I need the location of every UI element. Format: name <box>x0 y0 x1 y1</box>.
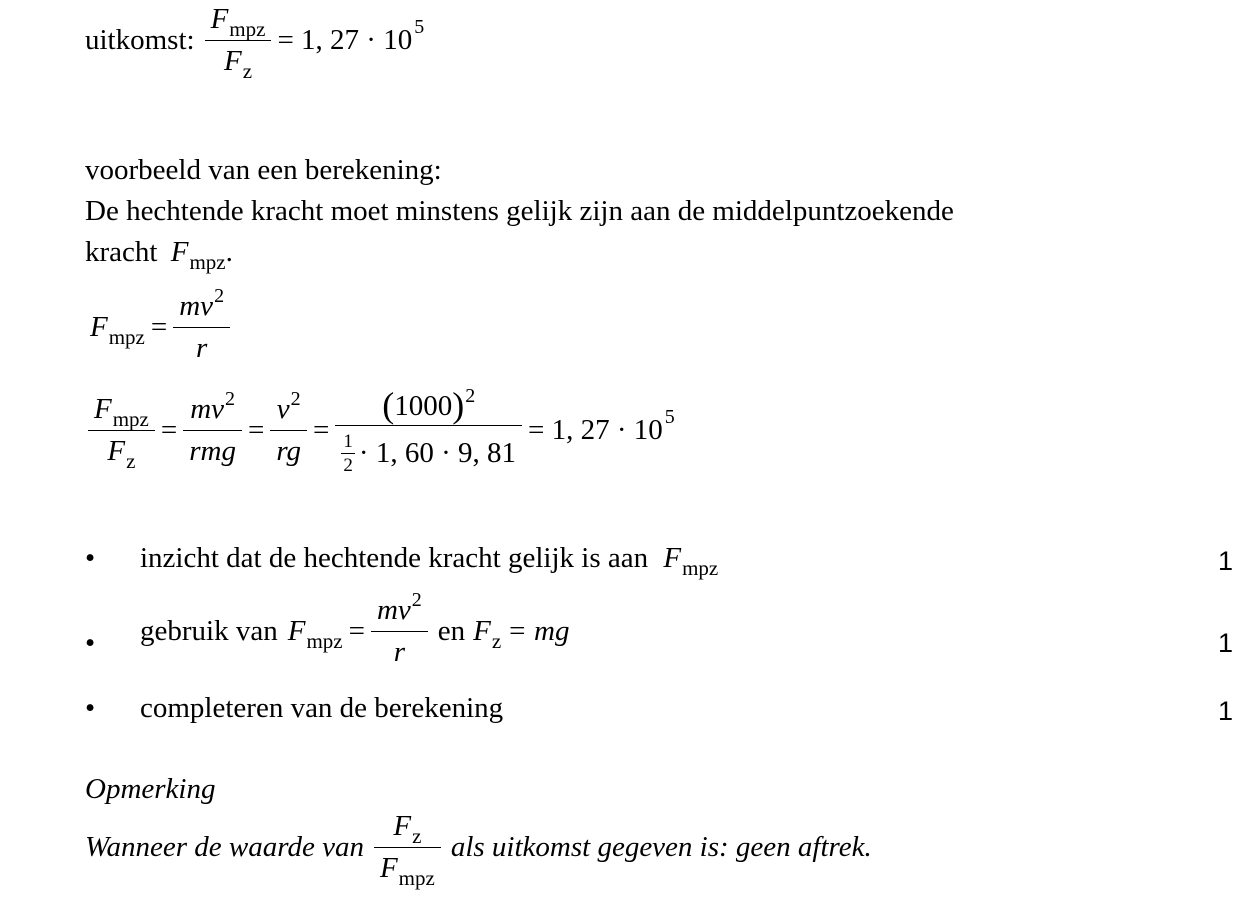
result-label: uitkomst: <box>85 24 195 56</box>
remark-heading: Opmerking <box>85 773 216 805</box>
example-line2: kracht $F_{mpz}$. <box>85 236 233 274</box>
score-2: 1 <box>1217 628 1233 658</box>
score-1: 1 <box>1217 546 1233 576</box>
result-fraction: $\frac{F_{mpz}}{F_z}$ <box>205 5 272 76</box>
bullet: • <box>85 627 96 659</box>
result-exponent: 5 <box>414 16 425 38</box>
result-value: = 1, 27 · 10 <box>277 24 413 56</box>
example-heading: voorbeeld van een berekening: <box>85 154 442 186</box>
score-3: 1 <box>1217 696 1233 726</box>
bullet: • <box>85 542 96 574</box>
equation-ratio: $\frac{F_{mpz}}{F_z}$ = $\frac{mv^2}{\text{rmg}}$ = $\frac{v^2}{rg}$ = $(1000)^2$ $\frac{1}{2}$ · 1, 60 · 9, 81 = 1, 27 · 10 5 <box>88 385 675 475</box>
equation-centripetal-force: $F_{mpz}$ = $\frac{mv^2}{r}$ <box>90 292 230 363</box>
example-line1: De hechtende kracht moet minstens gelijk zijn aan de middelpuntzoekende <box>85 195 954 227</box>
remark-text: Wanneer de waarde van $\frac{F_z}{F_{mpz}}$ als uitkomst gegeven is: geen aftrek. <box>85 810 872 890</box>
result-line <box>85 3 425 83</box>
bullet: • <box>85 692 96 724</box>
